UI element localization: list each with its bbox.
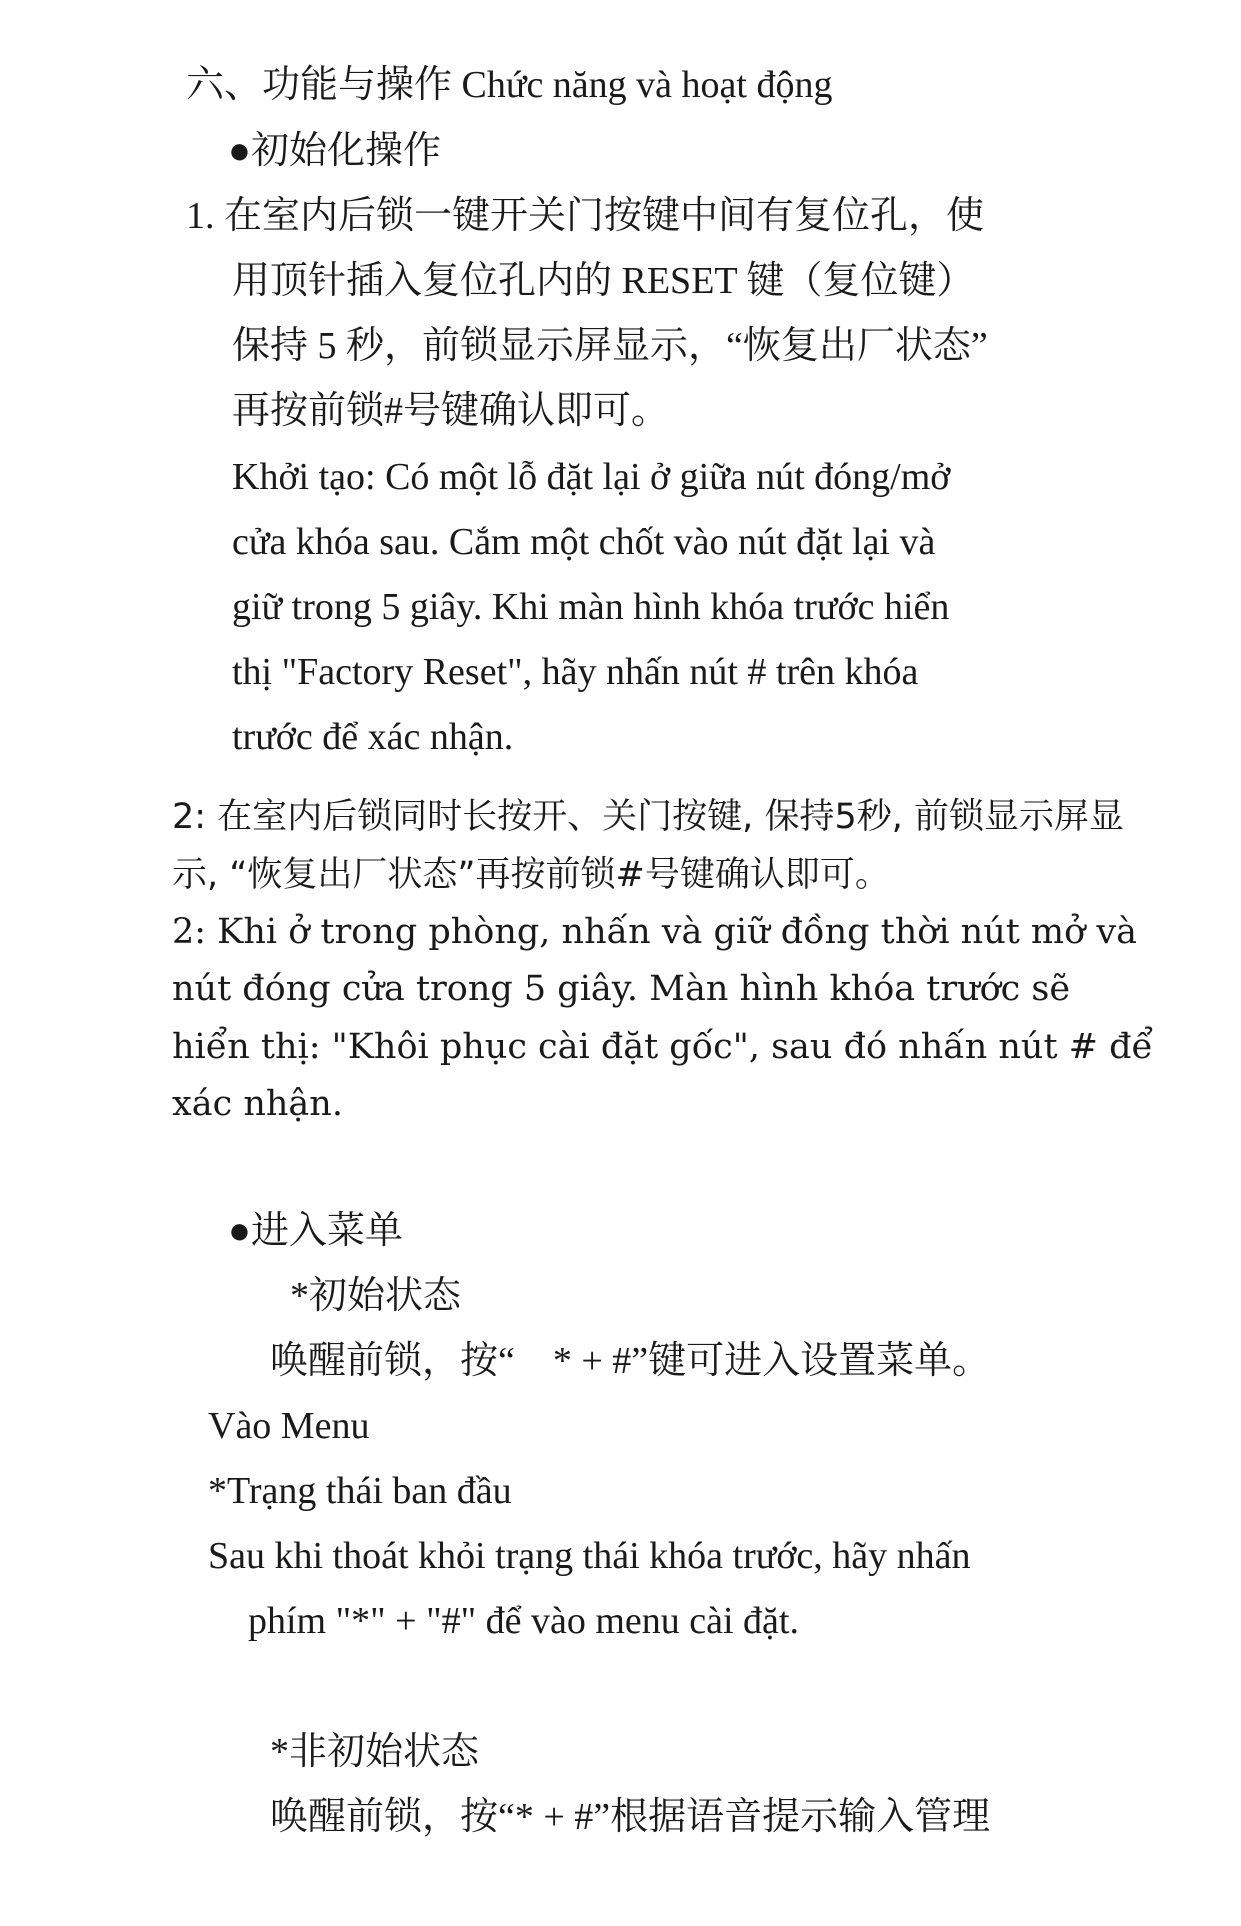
paragraph-line: 2: Khi ở trong phòng, nhấn và giữ đồng thời nút mở và bbox=[172, 912, 1137, 952]
bullet-heading-initialization: ●初始化操作 bbox=[228, 130, 441, 172]
paragraph-line: xác nhận. bbox=[172, 1084, 343, 1124]
paragraph-line: 保持 5 秒，前锁显示屏显示，“恢复出厂状态” bbox=[232, 325, 988, 367]
paragraph-line: nút đóng cửa trong 5 giây. Màn hình khóa trước sẽ bbox=[172, 969, 1071, 1009]
paragraph-line: thị "Factory Reset", hãy nhấn nút # trên khóa bbox=[232, 651, 919, 693]
paragraph-line: *Trạng thái ban đầu bbox=[208, 1470, 512, 1512]
paragraph-line: 唤醒前锁，按“* + #”根据语音提示输入管理 bbox=[270, 1796, 991, 1838]
bullet-heading-menu: ●进入菜单 bbox=[228, 1210, 403, 1252]
paragraph-line: cửa khóa sau. Cắm một chốt vào nút đặt lại và bbox=[232, 521, 936, 563]
paragraph-line: hiển thị: "Khôi phục cài đặt gốc", sau đó nhấn nút # để bbox=[172, 1027, 1154, 1067]
paragraph-line: 用顶针插入复位孔内的 RESET 键（复位键） bbox=[232, 260, 975, 302]
section-heading: 六、功能与操作 Chức năng và hoạt động bbox=[186, 64, 833, 106]
paragraph-line: 唤醒前锁，按“ * + #”键可进入设置菜单。 bbox=[270, 1340, 991, 1382]
paragraph-line: Vào Menu bbox=[208, 1405, 370, 1447]
paragraph-line: 再按前锁#号键确认即可。 bbox=[232, 390, 670, 432]
paragraph-line: 1. 在室内后锁一键开关门按键中间有复位孔，使 bbox=[186, 195, 985, 237]
paragraph-line: trước để xác nhận. bbox=[232, 716, 514, 758]
subheading: *非初始状态 bbox=[270, 1731, 480, 1773]
paragraph-line: Khởi tạo: Có một lỗ đặt lại ở giữa nút đóng/mở bbox=[232, 456, 951, 498]
paragraph-line: phím "*" + "#" để vào menu cài đặt. bbox=[248, 1600, 799, 1642]
paragraph-line: 示, “恢复出厂状态”再按前锁#号键确认即可。 bbox=[172, 855, 890, 895]
paragraph-line: 2: 在室内后锁同时长按开、关门按键, 保持5秒, 前锁显示屏显 bbox=[172, 797, 1124, 837]
paragraph-line: Sau khi thoát khỏi trạng thái khóa trước, hãy nhấn bbox=[208, 1535, 971, 1577]
subheading: *初始状态 bbox=[290, 1275, 462, 1317]
paragraph-line: giữ trong 5 giây. Khi màn hình khóa trước hiển bbox=[232, 586, 950, 628]
